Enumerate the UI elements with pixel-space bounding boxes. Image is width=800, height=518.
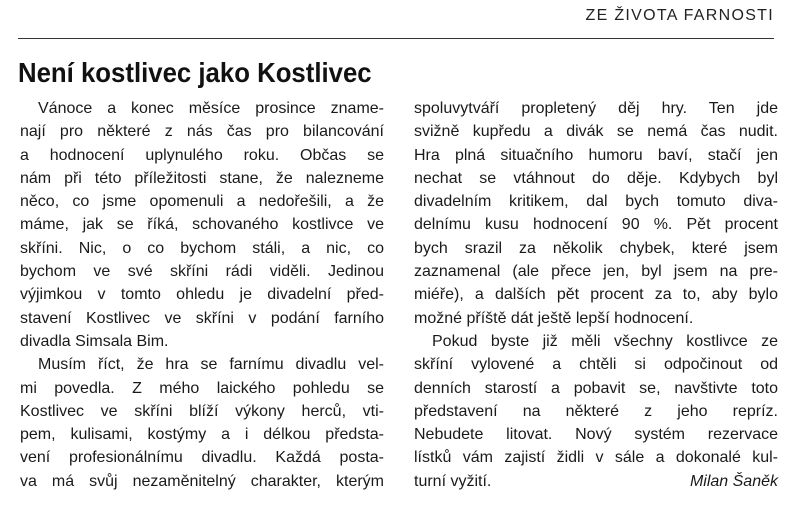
text-line: spoluvytváří propletený děj hry. Ten jde — [414, 100, 778, 117]
text-line: výjimkou v tomto ohledu je divadelní před- — [20, 286, 384, 304]
text-line: Vánoce a konec měsíce prosince zname- — [38, 100, 384, 117]
article-headline: Není kostlivec jako Kostlivec — [18, 57, 372, 88]
text-line: divadelním kritikem, dal bych tomuto diva- — [414, 193, 778, 211]
text-line: bychom ve své skříni rádi viděli. Jedinou — [20, 263, 384, 281]
text-line: miéře), a dalších pět procent za to, aby bylo — [414, 286, 778, 304]
text-line: divadla Simsala Bim. — [20, 332, 169, 350]
text-line: něco, co jsme opomenuli a nedořešili, a že — [20, 193, 384, 211]
author-signature: Milan Šaněk — [689, 472, 778, 490]
text-line: Hra plná situačního humoru baví, stačí jen — [414, 146, 778, 164]
text-line: možné příště dát ještě lepší hodnocení. — [414, 309, 694, 327]
text-line: Pokud byste již měli všechny kostlivce ze — [432, 332, 778, 350]
text-line: mi povedla. Z mého laického pohledu se — [20, 379, 384, 397]
section-label: ZE ŽIVOTA FARNOSTI — [585, 7, 774, 24]
article-column-right — [414, 97, 778, 493]
text-line: a hodnocení uplynulého roku. Občas se — [20, 146, 384, 164]
text-line: nechat se vtáhnout do děje. Kdybych byl — [414, 169, 778, 187]
text-line: máme, jak se říká, schovaného kostlivce ve — [20, 216, 384, 234]
text-line: Nebudete litovat. Nový systém rezervace — [414, 426, 778, 444]
text-line: představení na některé z jeho repríz. — [414, 402, 778, 420]
closing-text: turní vyžití. — [414, 472, 492, 490]
text-line: bych srazil za několik chybek, které jsem — [414, 239, 778, 257]
text-line: skříni. Nic, o co bychom stáli, a nic, co — [20, 239, 384, 257]
article-column-left — [20, 97, 384, 493]
text-line: skříní vylovené a chtěli si odpočinout od — [414, 356, 778, 374]
text-line: nají pro některé z nás čas pro bilancování — [20, 123, 384, 141]
text-line: vení profesionálnímu divadlu. Každá posta- — [20, 449, 384, 467]
text-line: pem, kulisami, kostýmy a i délkou předsta- — [20, 426, 384, 444]
text-line: va má svůj nezaměnitelný charakter, kterým — [20, 472, 384, 490]
text-line: lístků vám zajistí židli v sále a dokonalé kul- — [414, 449, 778, 467]
text-line: svižně kupředu a divák se nemá čas nudit. — [414, 123, 778, 141]
text-line: nám při této příležitosti stane, že nalezneme — [20, 169, 384, 187]
text-line: Musím říct, že hra se farnímu divadlu vel- — [38, 356, 384, 374]
text-line: zaznamenal (ale přece jen, byl jsem na pre- — [414, 263, 778, 281]
top-divider — [18, 38, 774, 39]
text-line: delnímu kusu hodnocení 90 %. Pět procent — [414, 216, 778, 234]
text-line: stavení Kostlivec ve skříni v podání farního — [20, 309, 384, 327]
text-line: Kostlivec ve skříni blíží výkony herců, vti- — [20, 402, 384, 420]
text-line: denních starostí a pobavit se, navštivte toto — [414, 379, 778, 397]
article-closing-line — [414, 470, 778, 493]
